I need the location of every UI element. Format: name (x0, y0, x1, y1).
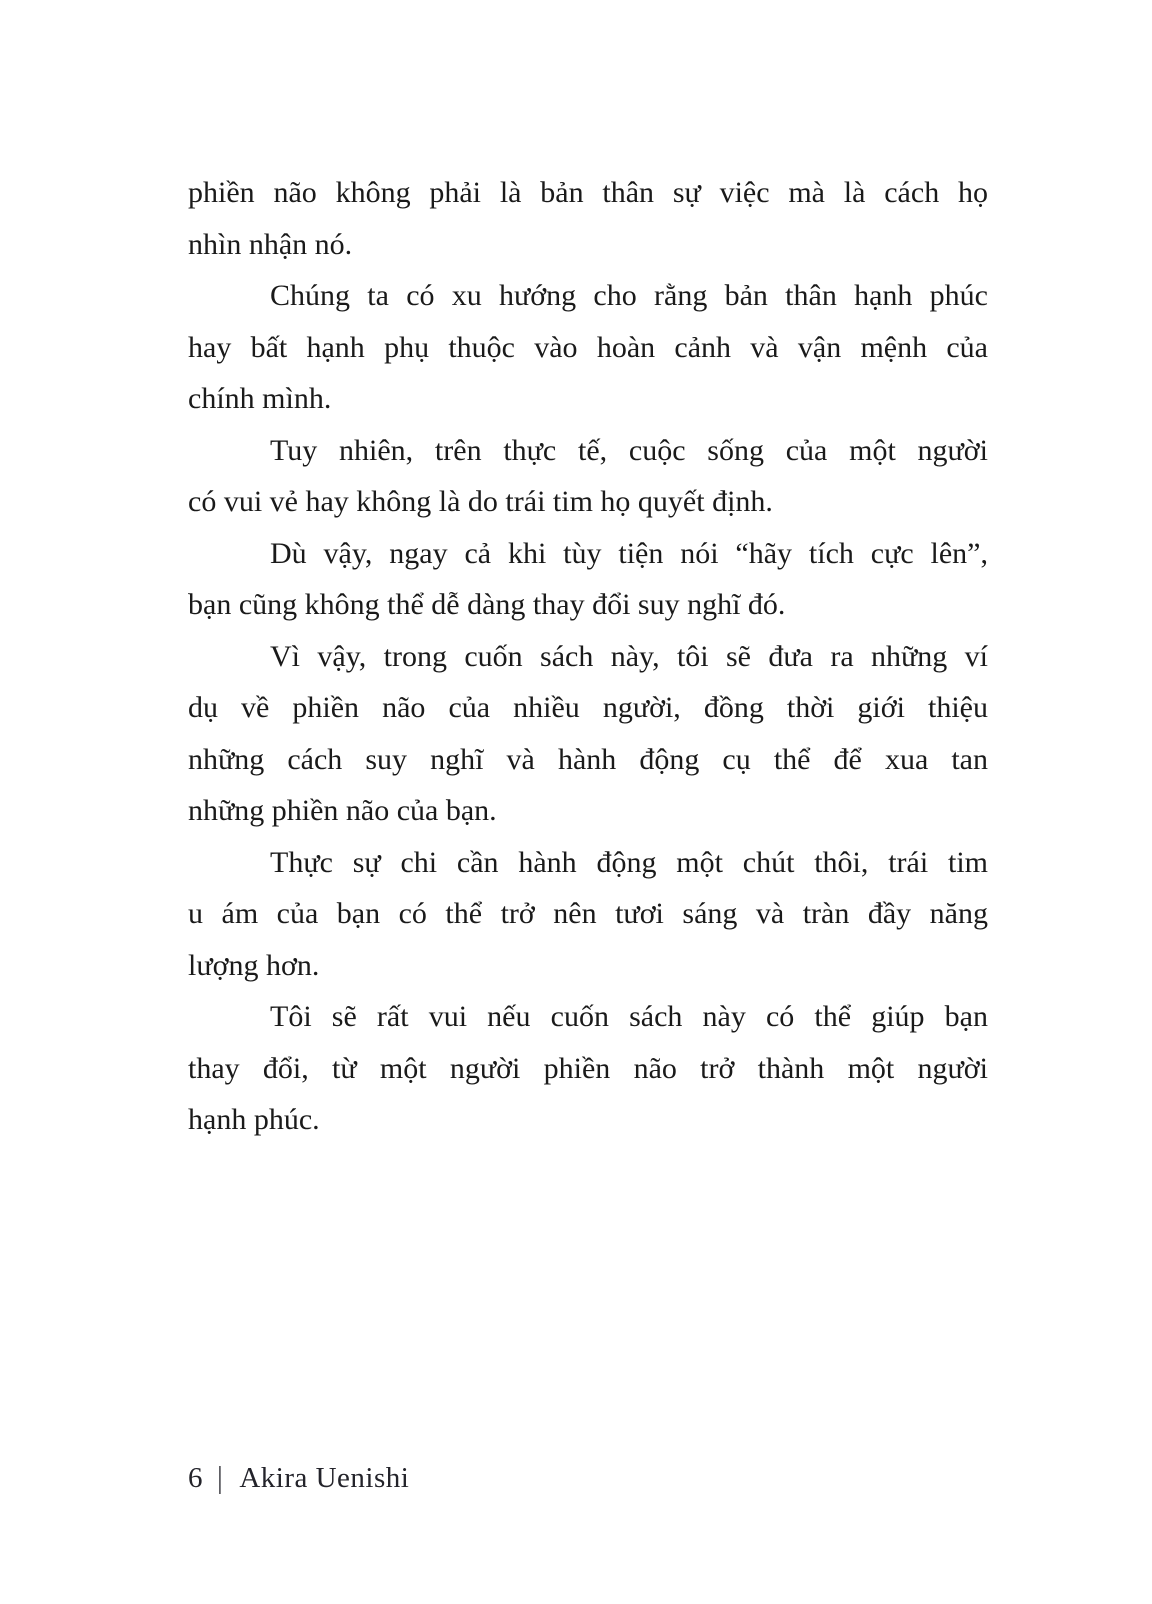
text-line: chính mình. (188, 382, 332, 415)
text-line: thay đổi, từ một người phiền não trở thành một người (188, 1051, 988, 1085)
text-line: Chúng ta có xu hướng cho rằng bản thân hạnh phúc (270, 279, 988, 312)
text-line: hay bất hạnh phụ thuộc vào hoàn cảnh và vận mệnh của (188, 330, 988, 364)
text-line: nhìn nhận nó. (188, 227, 353, 261)
page-footer (188, 1458, 409, 1498)
text-line: Vì vậy, trong cuốn sách này, tôi sẽ đưa ra những ví (270, 639, 988, 673)
text-line: u ám của bạn có thể trở nên tươi sáng và tràn đầy năng (188, 897, 988, 930)
text-line: những cách suy nghĩ và hành động cụ thể để xua tan (188, 742, 988, 776)
text-line: Tuy nhiên, trên thực tế, cuộc sống của một người (270, 433, 988, 467)
text-line: Dù vậy, ngay cả khi tùy tiện nói “hãy tích cực lên”, (270, 536, 988, 570)
text-line: Tôi sẽ rất vui nếu cuốn sách này có thể giúp bạn (270, 1000, 988, 1033)
text-line: hạnh phúc. (188, 1103, 320, 1136)
footer-separator: | (217, 1461, 224, 1495)
text-line: lượng hơn. (188, 948, 320, 982)
text-line: Thực sự chi cần hành động một chút thôi, trái tim (270, 845, 988, 879)
text-line: dụ về phiền não của nhiều người, đồng thời giới thiệu (188, 691, 988, 724)
text-line: có vui vẻ hay không là do trái tim họ quyết định. (188, 485, 773, 518)
text-line: những phiền não của bạn. (188, 794, 497, 827)
page-number: 6 (188, 1462, 203, 1494)
text-line: phiền não không phải là bản thân sự việc mà là cách họ (188, 176, 988, 209)
text-line: bạn cũng không thể dễ dàng thay đổi suy nghĩ đó. (188, 588, 786, 621)
page-text (188, 167, 988, 1146)
author-name: Akira Uenishi (239, 1462, 410, 1494)
